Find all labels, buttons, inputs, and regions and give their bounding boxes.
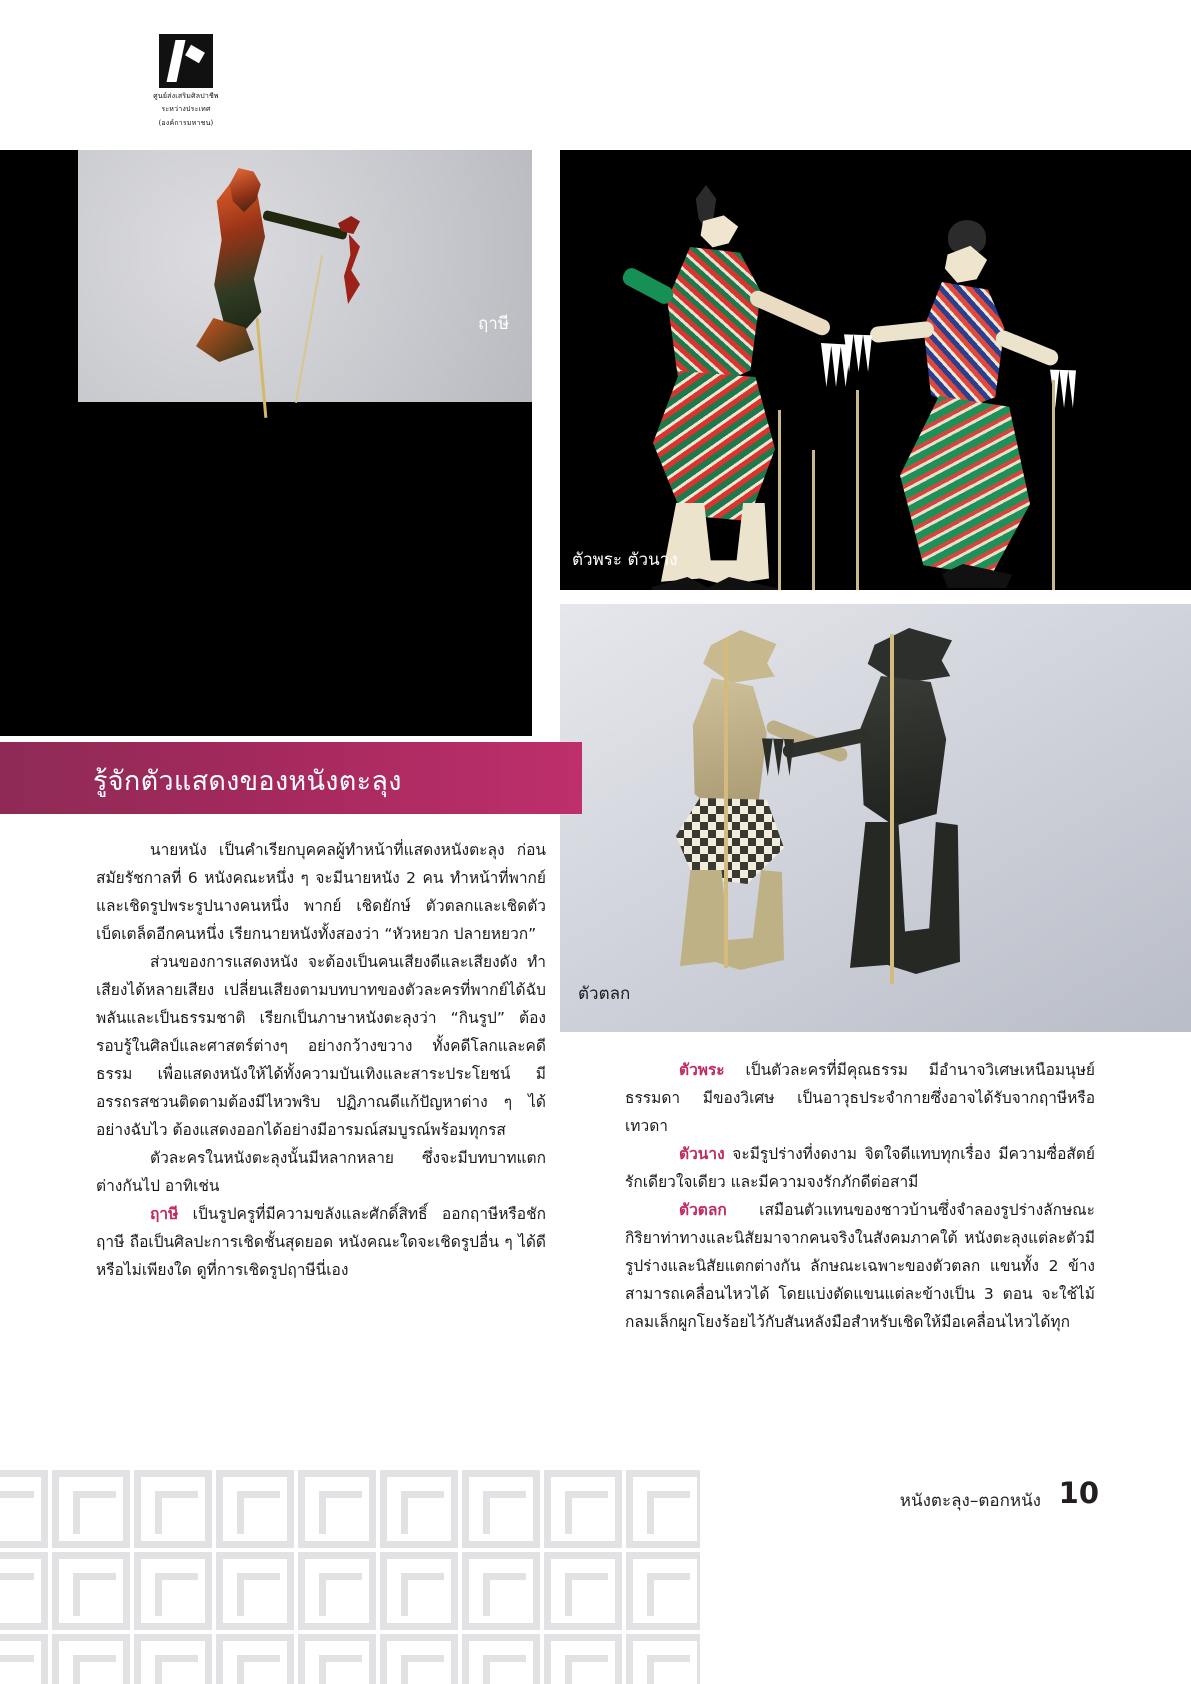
pattern-tile-inner	[237, 1491, 280, 1534]
nang-torso	[918, 282, 1010, 410]
pattern-tile-inner	[401, 1655, 444, 1684]
pra-hand-rod	[812, 450, 815, 590]
pattern-tile	[462, 1470, 540, 1548]
talok-puppet-light	[646, 630, 836, 990]
pattern-tile	[216, 1634, 294, 1684]
talok-dark-body	[854, 676, 950, 826]
section-heading-band	[0, 742, 582, 814]
pattern-tile-inner	[647, 1491, 690, 1534]
pattern-tile	[462, 1552, 540, 1630]
paragraph-3: ตัวละครในหนังตะลุงนั้นมีหลากหลาย ซึ่งจะมีบทบาทแตกต่างกันไป อาทิเช่น	[96, 1149, 546, 1195]
talok-light-rod	[724, 638, 728, 968]
pattern-tile-inner	[73, 1491, 116, 1534]
pattern-tile-inner	[647, 1573, 690, 1616]
ruesi-control-rod	[295, 255, 323, 403]
term-nang: ตัวนาง	[679, 1145, 725, 1163]
photo-ruesi-image	[78, 150, 532, 402]
page-number: 10	[1058, 1476, 1099, 1510]
pra-left-arm	[620, 265, 676, 306]
term-talok: ตัวตลก	[679, 1201, 727, 1219]
pattern-tile-inner	[0, 1573, 34, 1616]
pattern-tile	[380, 1552, 458, 1630]
pattern-tile-inner	[565, 1491, 608, 1534]
pattern-tile	[298, 1470, 376, 1548]
pattern-tile	[544, 1634, 622, 1684]
pattern-tile	[380, 1634, 458, 1684]
talok-light-head	[700, 630, 778, 684]
pattern-tile	[544, 1552, 622, 1630]
pattern-tile	[626, 1634, 700, 1684]
pattern-tile-inner	[0, 1491, 34, 1534]
photo-caption-pra-nang: ตัวพระ ตัวนาง	[572, 550, 678, 570]
nang-hand-rod	[1052, 380, 1055, 590]
pattern-tile	[0, 1552, 48, 1630]
term-pra: ตัวพระ	[679, 1061, 725, 1079]
pattern-tile	[52, 1470, 130, 1548]
photo-ruesi	[0, 150, 532, 736]
pattern-tile	[134, 1552, 212, 1630]
pattern-tile	[298, 1634, 376, 1684]
pattern-tile-inner	[647, 1655, 690, 1684]
pattern-tile	[0, 1470, 48, 1548]
paragraph-nang	[625, 1140, 1095, 1196]
nang-puppet-figure	[860, 220, 1050, 590]
pattern-tile-inner	[401, 1573, 444, 1616]
paragraph-1: นายหนัง เป็นคำเรียกบุคคลผู้ทำหน้าที่แสดงหนังตะลุง ก่อนสมัยรัชกาลที่ 6 หนังคณะหนึ่ง ๆ จะมีนายหนัง 2 คน ทำหน้าที่พากย์และเชิดรูปพระรูปนางคนหนึ่ง พากย์ เชิดยักษ์ ตัวตลกและเชิดตัวเบ็ดเตล็ดอีกคนหนึ่ง เรียกนายหนังทั้งสองว่า “หัวหยวก ปลายหยวก”	[96, 841, 546, 943]
pattern-tile-inner	[483, 1655, 526, 1684]
talok-dark-head	[866, 628, 952, 684]
pattern-tile-inner	[73, 1655, 116, 1684]
pattern-tile-inner	[565, 1655, 608, 1684]
pattern-tile	[626, 1470, 700, 1548]
logo-text-line-1: ศูนย์ส่งเสริมศิลปาชีพ	[153, 92, 219, 100]
talok-dark-rod	[890, 634, 894, 984]
page-title: รู้จักตัวแสดงของหนังตะลุง	[93, 766, 402, 797]
pattern-tile-inner	[483, 1491, 526, 1534]
paragraph-2: ส่วนของการแสดงหนัง จะต้องเป็นคนเสียงดีและเสียงดัง ทำเสียงได้หลายเสียง เปลี่ยนเสียงตามบทบาทของตัวละครที่พากย์ได้ฉับพลันและเป็นธรรมชาติ เรียกเป็นภาษาหนังตะลุงว่า “กินรูป” ต้องรอบรู้ในศิลป์และศาสตร์ต่างๆ อย่างกว้างขวาง ทั้งคดีโลกและคดีธรรม เพื่อแสดงหนังให้ได้ทั้งความบันเทิงและสาระประโยชน์ มีอรรถรสชวนติดตามต้องมีไหวพริบ ปฏิภาณดีแก้ปัญหาต่าง ๆ ได้อย่างฉับไว ต้องแสดงออกได้อย่างมีอารมณ์สมบูรณ์พร้อมทุกรส	[96, 953, 546, 1139]
ruesi-arm	[262, 210, 348, 241]
pattern-tile	[216, 1470, 294, 1548]
term-talok-text: เสมือนตัวแทนของชาวบ้านซึ่งจำลองรูปร่างลักษณะ กิริยาท่าทางและนิสัยมาจากคนจริงในสังคมภาคใต้ หนังตะลุงแต่ละตัวมีรูปร่างและนิสัยแตกต่างกัน ลักษณะเฉพาะของตัวตลก แขนทั้ง 2 ข้างสามารถเคลื่อนไหวได้ โดยแบ่งตัดแขนแต่ละข้างเป็น 3 ตอน จะใช้ไม้กลมเล็กผูกโยงร้อยไว้กับสันหลังมือสำหรับเชิดให้มือเคลื่อนไหวได้ทุก	[625, 1201, 1095, 1331]
pra-puppet-figure	[615, 185, 805, 590]
paragraph-pra	[625, 1056, 1095, 1140]
pattern-tile-inner	[319, 1655, 362, 1684]
talok-puppet-dark	[810, 628, 1020, 1000]
footer-decorative-pattern	[0, 1430, 700, 1684]
footer-chapter-label: หนังตะลุง–ตอกหนัง	[899, 1491, 1041, 1511]
pattern-tile	[0, 1634, 48, 1684]
pra-skirt	[653, 371, 775, 521]
pattern-tile-inner	[483, 1573, 526, 1616]
pattern-tile-inner	[155, 1655, 198, 1684]
pattern-tile-inner	[401, 1491, 444, 1534]
left-text-column	[96, 836, 546, 1284]
talok-light-legs	[680, 870, 784, 970]
pattern-tile	[216, 1552, 294, 1630]
pattern-tile-inner	[237, 1573, 280, 1616]
nang-face	[944, 244, 988, 288]
logo-text-line-3: (องค์การมหาชน)	[158, 118, 214, 127]
pattern-tile	[52, 1552, 130, 1630]
pattern-tile-inner	[155, 1573, 198, 1616]
pattern-tile-inner	[319, 1491, 362, 1534]
pattern-tile	[298, 1552, 376, 1630]
pattern-tile	[380, 1470, 458, 1548]
pattern-tile-inner	[237, 1655, 280, 1684]
talok-light-body	[686, 678, 772, 816]
pattern-tile-inner	[73, 1573, 116, 1616]
logo-text-line-2: ระหว่างประเทศ	[161, 105, 211, 114]
term-ruesi-text: เป็นรูปครูที่มีความขลังและศักดิ์สิทธิ์ ออกฤาษีหรือชักฤาษี ถือเป็นศิลปะการเชิดชั้นสุดยอด หนังคณะใดจะเชิดรูปอื่น ๆ ได้ดีหรือไม่เพียงใด ดูที่การเชิดรูปฤาษีนี่เอง	[96, 1205, 546, 1279]
pra-right-arm	[747, 288, 832, 338]
photo-caption-ruesi: ฤาษี	[478, 314, 510, 334]
pattern-tile	[134, 1634, 212, 1684]
nang-skirt	[900, 396, 1030, 576]
nang-puppet-rod	[856, 390, 859, 590]
term-nang-text: จะมีรูปร่างที่งดงาม จิตใจดีแทบทุกเรื่อง มีความซื่อสัตย์รักเดียวใจเดียว และมีความจงรักภักดีต่อสามี	[625, 1145, 1095, 1191]
pattern-tile-inner	[155, 1491, 198, 1534]
pra-torso	[661, 247, 765, 387]
ruesi-puppet-figure	[188, 168, 323, 383]
pattern-tile-inner	[319, 1573, 362, 1616]
organization-logo	[96, 34, 276, 128]
paragraph-ruesi	[96, 1200, 546, 1284]
photo-pra-nang	[560, 150, 1191, 590]
pattern-tile	[544, 1470, 622, 1548]
ruesi-support-rod	[256, 318, 268, 418]
pattern-tile	[462, 1634, 540, 1684]
pattern-tile-inner	[565, 1573, 608, 1616]
pattern-tile	[626, 1552, 700, 1630]
pattern-tile-inner	[0, 1655, 34, 1684]
term-ruesi: ฤาษี	[150, 1205, 179, 1223]
nang-right-arm	[993, 328, 1060, 368]
photo-caption-talok: ตัวตลก	[578, 984, 631, 1004]
ruesi-banner	[344, 234, 360, 304]
talok-dark-legs	[850, 822, 960, 974]
pattern-tile	[134, 1470, 212, 1548]
right-text-column	[625, 1056, 1095, 1336]
term-pra-text: เป็นตัวละครที่มีคุณธรรม มีอำนาจวิเศษเหนือมนุษย์ธรรมดา มีของวิเศษ เป็นอาวุธประจำกายซึ่งอาจได้รับจากฤาษีหรือเทวดา	[625, 1061, 1095, 1135]
pattern-tile	[52, 1634, 130, 1684]
logo-mark-icon	[159, 34, 213, 88]
pra-puppet-rod	[778, 410, 781, 590]
paragraph-talok	[625, 1196, 1095, 1336]
photo-talok	[560, 604, 1191, 1032]
